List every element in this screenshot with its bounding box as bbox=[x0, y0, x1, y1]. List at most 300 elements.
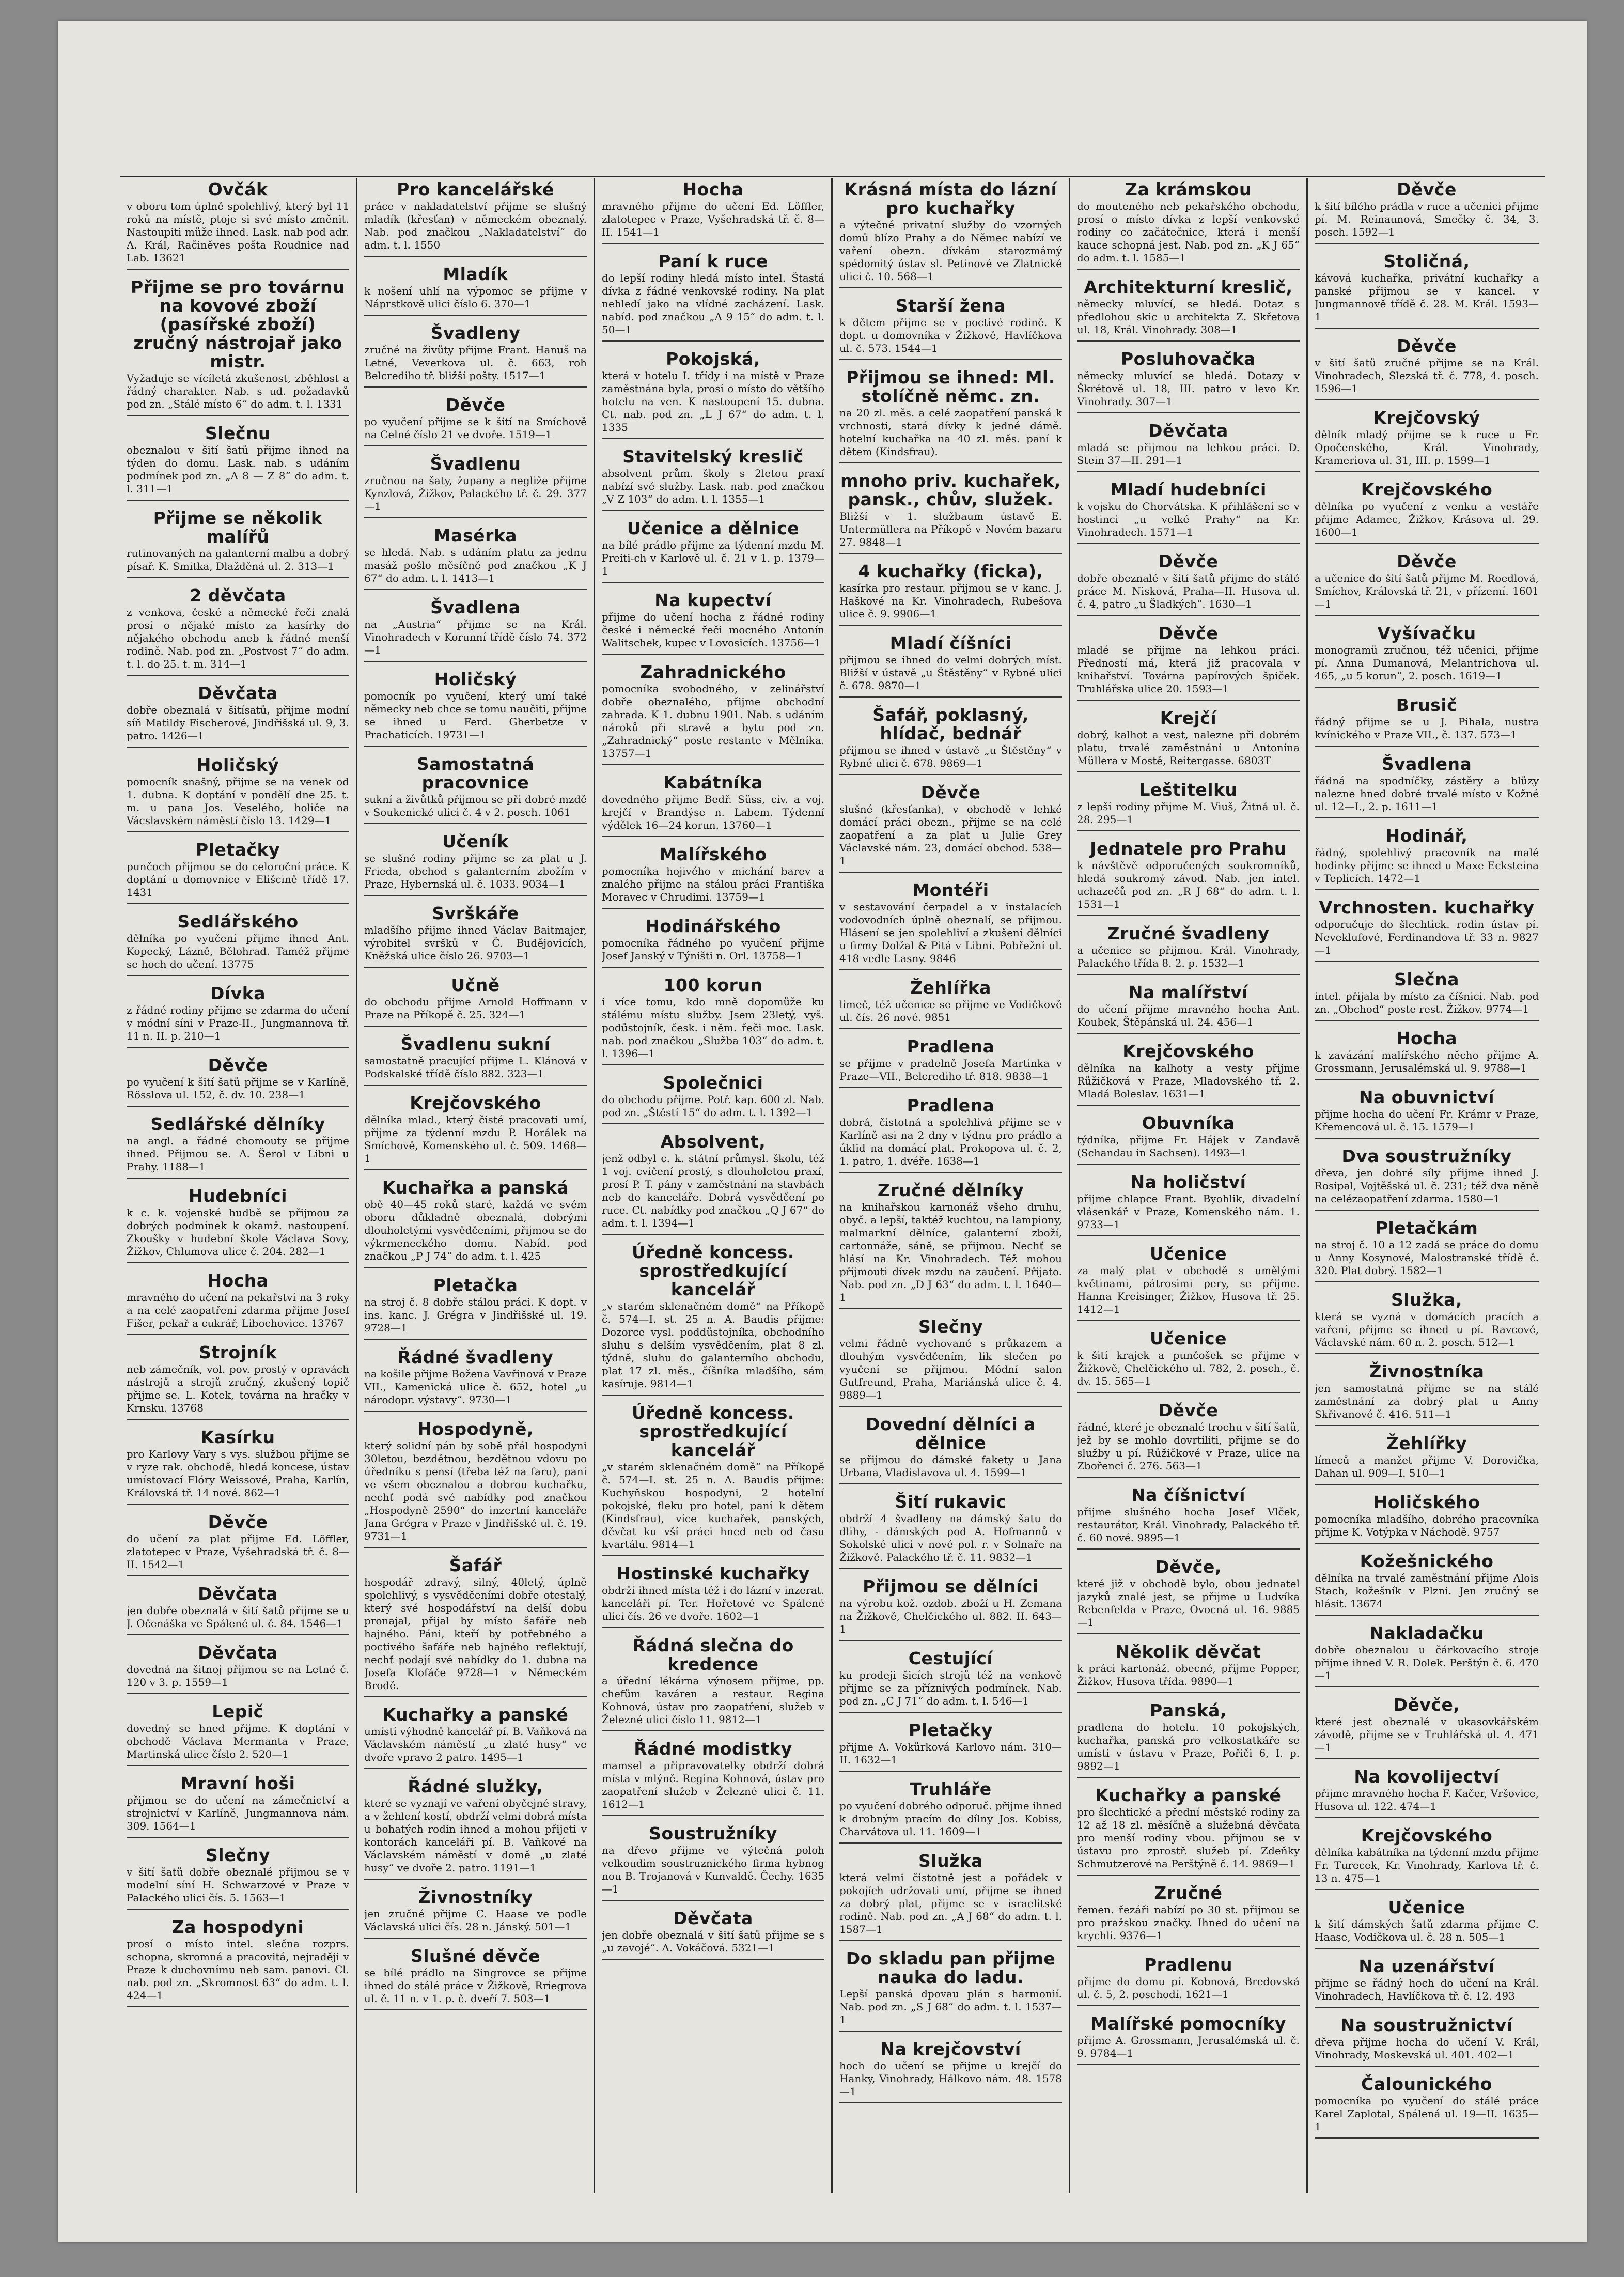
classified-ad bbox=[127, 982, 349, 1048]
ad-text: dovedný se hned přijme. K doptání v obchodě Václava Mermanta v Praze, Martinská ulice číslo 2. 520—1 bbox=[127, 1722, 349, 1760]
classified-ad bbox=[1077, 1954, 1300, 2006]
ad-separator bbox=[364, 661, 587, 662]
ad-separator bbox=[1315, 243, 1539, 244]
classified-ad bbox=[364, 1346, 587, 1412]
classified-ad bbox=[1077, 1112, 1300, 1165]
classified-ad bbox=[1315, 2073, 1539, 2139]
ad-text: po vyučení přijme se k šití na Smíchově na Celné číslo 21 ve dvoře. 1519—1 bbox=[364, 415, 587, 441]
ad-text: a učenice do šití šatů přijme M. Roedlová, Smíchov, Královská tř. 21, v přízemí. 1601—1 bbox=[1315, 572, 1539, 610]
ad-separator bbox=[1315, 889, 1539, 890]
ad-separator bbox=[1315, 2066, 1539, 2067]
ad-headline: Děvče bbox=[920, 782, 981, 802]
classified-ad bbox=[1315, 1491, 1539, 1544]
ad-text: punčoch přijmou se do celoroční práce. K doptání u domovnice v Elišcině třídě 17. 1431 bbox=[127, 860, 349, 899]
ad-headline: Přijme se pro továrnu na kovové zboží (pasířské zboží) zručný nástrojař jako mistr. bbox=[131, 277, 345, 371]
ad-text: samostatně pracující přijme L. Klánová v Podskalské třídě číslo 882. 323—1 bbox=[364, 1055, 587, 1080]
classified-ad bbox=[1077, 1040, 1300, 1106]
classified-ad bbox=[364, 596, 587, 662]
ad-separator bbox=[602, 438, 824, 439]
ad-headline: Děvče bbox=[1158, 551, 1219, 571]
ad-text: na stroj č. 8 dobře stálou práci. K dopt. v ins. kanc. J. Grégra v Jindřišské ul. 19. 9728—1 bbox=[364, 1296, 587, 1334]
classified-ad bbox=[839, 977, 1062, 1029]
newspaper-page bbox=[58, 21, 1587, 2242]
ad-text: k šití dámských šatů zdarma přijme C. Haase, Vodičkova ul. č. 28 n. 505—1 bbox=[1315, 1918, 1539, 1943]
ad-headline: Hudebníci bbox=[189, 1186, 287, 1206]
ad-text: do obchodu přijme. Potř. kap. 600 zl. Nab. pod zn. „Štěstí 15“ do adm. t. l. 1392—1 bbox=[602, 1093, 824, 1119]
classified-ad bbox=[1077, 1699, 1300, 1778]
ad-separator bbox=[839, 1028, 1062, 1029]
ad-separator bbox=[839, 359, 1062, 360]
ad-separator bbox=[127, 415, 349, 416]
classified-ad bbox=[127, 1844, 349, 1910]
classified-ad bbox=[127, 1511, 349, 1576]
ad-headline: Kuchařka a panská bbox=[382, 1178, 569, 1198]
ad-headline: Slušné děvče bbox=[410, 1946, 541, 1966]
ad-text: na bílé prádlo přijme za týdenní mzdu M. Preiti-ch v Karlově ul. č. 21 v 1. p. 1379—1 bbox=[602, 539, 824, 577]
ad-text: límeců a manžet přijme V. Dorovička, Dahan ul. 909—I. 510—1 bbox=[1315, 1454, 1539, 1479]
ad-text: dovedného přijme Bedř. Süss, civ. a voj. krejčí v Brandýse n. Labem. Týdenní výdělek 16—24 korun. 13760—1 bbox=[602, 793, 824, 831]
classified-ad bbox=[364, 1176, 587, 1268]
classified-ad bbox=[127, 507, 349, 578]
ad-separator bbox=[839, 1712, 1062, 1713]
ad-separator bbox=[839, 1483, 1062, 1484]
ad-separator bbox=[1077, 1875, 1300, 1876]
ad-text: obě 40—45 roků staré, každá ve svém oboru důkladně obeznalá, dobrými dlouholetými vysvědčeními, přijmou se do výkrmeneckého domu. Nabíd. pod značkou „P J 74“ do adm. t. l. 425 bbox=[364, 1198, 587, 1262]
classified-ad bbox=[1077, 1640, 1300, 1693]
ad-separator bbox=[1315, 1543, 1539, 1544]
classified-ad bbox=[1315, 1432, 1539, 1485]
ad-text: pomocník po vyučení, který umí také německy neb chce se tomu naučiti, přijme se ihned u Ferd. Gherbetze v Prachaticích. 19731—1 bbox=[364, 690, 587, 741]
ad-headline: Starší žena bbox=[895, 296, 1006, 316]
classified-ad bbox=[839, 1413, 1062, 1484]
ad-separator bbox=[1077, 2064, 1300, 2065]
ad-headline: Krejčí bbox=[1160, 708, 1217, 728]
classified-ad bbox=[1077, 1171, 1300, 1236]
ad-text: přijme chlapce Frant. Byohlik, divadelní vlásenkář v Praze, Komenského nám. 1. 9733—1 bbox=[1077, 1192, 1300, 1231]
ad-separator bbox=[364, 1879, 587, 1880]
ad-separator bbox=[364, 1696, 587, 1697]
classified-ad bbox=[1077, 922, 1300, 975]
classified-ad bbox=[127, 1269, 349, 1335]
classified-ad bbox=[1077, 1484, 1300, 1550]
ad-text: mladšího přijme ihned Václav Baitmajer, výrobitel svršků v Č. Budějovicích, Kněžská ulice číslo 26. 9703—1 bbox=[364, 924, 587, 962]
ad-separator bbox=[1077, 1548, 1300, 1550]
ad-separator bbox=[127, 1419, 349, 1420]
ad-separator bbox=[1315, 817, 1539, 818]
ad-separator bbox=[839, 1842, 1062, 1844]
classified-ad bbox=[1315, 1360, 1539, 1426]
ad-text: dovedná na šitnoj přijmou se na Letné č. 120 v 3. p. 1559—1 bbox=[127, 1663, 349, 1689]
classified-column-6 bbox=[1308, 178, 1545, 2193]
ad-headline: Malířské pomocníky bbox=[1090, 2013, 1286, 2034]
classified-ad bbox=[127, 1772, 349, 1838]
ad-text: přijme do domu pí. Kobnová, Bredovská ul. č. 5, 2. poschodí. 1621—1 bbox=[1077, 1975, 1300, 2001]
classified-ad bbox=[364, 1703, 587, 1769]
ad-separator bbox=[1077, 771, 1300, 772]
ad-text: z venkova, české a německé řeči znalá prosí o nějaké místo za kasírky do nějakého obchodu aneb k řádné menší rodině. Nab. pod zn. „Postvost 7“ do adm. t. l. do 25. t. m. 314—1 bbox=[127, 606, 349, 670]
ad-headline: Lepič bbox=[212, 1701, 264, 1722]
ad-headline: Čalounického bbox=[1361, 2074, 1492, 2094]
ad-text: obdrží 4 švadleny na dámský šatu do dlihy, - dámských pod A. Hofmannů v Sokolské ulici v nové pol. r. v Solnaře na Žižkově. Palackého tř. č. 11. 9832—1 bbox=[839, 1512, 1062, 1563]
ad-headline: Děvče, bbox=[1393, 1695, 1460, 1715]
classified-ad bbox=[839, 1179, 1062, 1309]
ad-text: přijme A. Vokůrková Karlovo nám. 310—II. 1632—1 bbox=[839, 1741, 1062, 1766]
classified-ad bbox=[839, 1647, 1062, 1713]
classified-ad bbox=[364, 524, 587, 590]
ad-separator bbox=[364, 823, 587, 824]
classified-ad bbox=[839, 1947, 1062, 2032]
ad-headline: Obuvníka bbox=[1142, 1113, 1235, 1133]
ad-headline: Pletačkám bbox=[1375, 1218, 1478, 1238]
ad-separator bbox=[1077, 1164, 1300, 1165]
ad-text: řádný přijme se u J. Pihala, nustra kvínického v Praze VII., č. 137. 573—1 bbox=[1315, 716, 1539, 741]
ad-headline: Pletačky bbox=[196, 840, 280, 860]
ad-headline: Soustružníky bbox=[649, 1823, 777, 1844]
ad-text: přijme A. Grossmann, Jerusalémská ul. č. 9. 9784—1 bbox=[1077, 2034, 1300, 2059]
ad-text: slušné (křesťanka), v obchodě v lehké domácí práci obezn., přijme se na celé zaopatření a za plat u Julie Grey Václavské nám. 23, domácí obchod. 538—1 bbox=[839, 803, 1062, 867]
ad-separator bbox=[839, 2031, 1062, 2032]
ad-text: jen dobře obeznalá v šití šatů přijme se s „u zavojé“. A. Vokáčová. 5321—1 bbox=[602, 1929, 824, 1954]
classified-ad bbox=[1315, 407, 1539, 472]
classified-ad bbox=[1077, 478, 1300, 544]
ad-headline: Nakladačku bbox=[1369, 1623, 1484, 1643]
ad-text: a úřední lékárna výnosem přijme, pp. chefům kaváren a restaur. Regina Kohnová, ústav pro zaopatření, služeb v Železné ulici číslo 11. 9812—1 bbox=[602, 1675, 824, 1726]
ad-headline: Děvčata bbox=[198, 1643, 278, 1663]
classified-ad bbox=[1077, 981, 1300, 1034]
classified-ad bbox=[364, 322, 587, 388]
ad-text: hospodář zdravý, silný, 40letý, úplně spolehlivý, s vysvědčeními dobře otestalý, který své hospodářství na delší dobu pronajal, přijal by místo šafáře neb hajného. Páni, kteří by potřebného a poctivého šafáře neb hajného reflektují, nechť podají své nabídky do 1. dubna na Josefa Klofáče 9728—1 v Německém Brodě. bbox=[364, 1576, 587, 1692]
ad-text: přijme hocha do učení Fr. Krámr v Praze, Křemencová ul. č. 15. 1579—1 bbox=[1315, 1108, 1539, 1133]
ad-headline: Řádná slečna do kredence bbox=[632, 1635, 794, 1674]
ad-headline: 2 děvčata bbox=[190, 585, 286, 606]
ad-separator bbox=[1315, 1484, 1539, 1485]
ad-text: z lepší rodiny přijme M. Viuš, Žitná ul. č. 28. 295—1 bbox=[1077, 800, 1300, 826]
classified-ad bbox=[602, 445, 824, 511]
classified-ad bbox=[602, 1822, 824, 1901]
ad-separator bbox=[839, 462, 1062, 463]
ad-headline: Zručné dělníky bbox=[877, 1180, 1024, 1200]
classified-ad bbox=[1315, 968, 1539, 1021]
ad-separator bbox=[1077, 700, 1300, 701]
ad-headline: Malířského bbox=[659, 844, 767, 864]
ad-headline: Krásná místa do lázní pro kuchařky bbox=[844, 179, 1057, 218]
classified-ad bbox=[1315, 335, 1539, 400]
ad-separator bbox=[1077, 471, 1300, 472]
ad-separator bbox=[602, 1555, 824, 1556]
ad-headline: Architekturní kreslič, bbox=[1084, 277, 1293, 297]
ad-text: na angl. a řádné chomouty se přijme ihned. Přijmou se. A. Šerol v Libni u Prahy. 1188—1 bbox=[127, 1135, 349, 1173]
ad-headline: Slečny bbox=[918, 1316, 983, 1337]
ad-separator bbox=[364, 445, 587, 446]
ad-text: který solidní pán by sobě přál hospodyni 30letou, bezdětnou, bezdětnou vdovu po úředníku s pensí (třeba též na faru), paní ve všem obeznalou a dobrou kuchařku, nechť podá své nabídky pod značkou „Hospodyně 2590“ do inzertní kanceláře Jana Grégra v Praze v Jindřišské ul. č. 19. 9731—1 bbox=[364, 1439, 587, 1542]
ad-separator bbox=[1077, 1477, 1300, 1478]
classified-ad bbox=[1315, 1289, 1539, 1354]
ad-headline: Na obuvnictví bbox=[1358, 1087, 1495, 1107]
ad-text: pomocník snašný, přijme se na venek od 1. dubna. K doptání v pondělí dne 25. t. m. u pana Jos. Veselého, holiče na Vácslavském náměstí číslo 13. 1429—1 bbox=[127, 776, 349, 827]
top-rule bbox=[120, 176, 1545, 177]
ad-text: Lepší panská dpovau plán s harmonií. Nab. pod zn. „S J 68“ do adm. t. l. 1537—1 bbox=[839, 1988, 1062, 2026]
ad-separator bbox=[1315, 2007, 1539, 2008]
ad-headline: Hocha bbox=[1396, 1028, 1458, 1048]
ad-text: dobrá, čistotná a spolehlivá přijme se v Karlíně asi na 2 dny v týdnu pro prádlo a úklid na domácí plat. Prokopova ul. č. 2, 1. patro, 1. dvéře. 1638—1 bbox=[839, 1116, 1062, 1167]
ad-headline: Hospodyně, bbox=[417, 1419, 534, 1439]
ad-headline: Úředně koncess. sprostředkující kancelář bbox=[632, 1403, 794, 1460]
ad-headline: Jednatele pro Prahu bbox=[1090, 839, 1287, 859]
ad-text: která se vyzná v domácích pracích a vaření, přijme se ihned u pí. Ravcové, Václavské nám. 60 n. 2. posch. 512—1 bbox=[1315, 1310, 1539, 1349]
classified-ad bbox=[364, 1945, 587, 2010]
ad-separator bbox=[127, 500, 349, 501]
ad-headline: Mravní hoši bbox=[180, 1773, 295, 1793]
ad-separator bbox=[839, 774, 1062, 775]
ad-headline: Přijme se několik malířů bbox=[153, 508, 323, 547]
ad-separator bbox=[127, 1575, 349, 1576]
ad-separator bbox=[127, 577, 349, 578]
ad-separator bbox=[602, 1900, 824, 1901]
ad-headline: Děvče bbox=[1158, 1400, 1219, 1420]
ad-text: „v starém sklenačném domě“ na Příkopě č. 574—I. st. 25 n. A. Baudis přijme: Dozorce vysl. poddůstojníka, obchodního sluhu s delším vysvědčením, plat 8 zl. týdně, sluhu do galanterního obchodu, plat 17 zl. měs., číšníka mladšího, sám kasíruje. 9814—1 bbox=[602, 1300, 824, 1390]
ad-text: pro šlechtické a přední městské rodiny za 12 až 18 zl. měsíčně a služebná děvčata pro menší rodiny vbou. přijmou se v ústavu pro zprostř. služeb pí. Zdeňky Schmutzerové na Perštýně č. 14. 9869—1 bbox=[1077, 1806, 1300, 1870]
ad-headline: Šití rukavic bbox=[895, 1492, 1007, 1512]
classified-ad bbox=[1315, 1896, 1539, 1949]
ad-separator bbox=[364, 1768, 587, 1769]
ad-headline: Kuchařky a panské bbox=[1095, 1785, 1282, 1805]
ad-text: mravného přijme do učení Ed. Löffler, zlatotepec v Praze, Vyšehradská tř. č. 8—II. 1541—1 bbox=[602, 200, 824, 238]
classified-ad bbox=[839, 781, 1062, 873]
ad-text: Bližší v 1. službaum ústavě E. Untermüllera na Příkopě v Novém bazaru 27. 9848—1 bbox=[839, 510, 1062, 548]
classified-ad bbox=[602, 974, 824, 1065]
classified-ad bbox=[1077, 276, 1300, 342]
ad-separator bbox=[127, 1909, 349, 1910]
ad-separator bbox=[1315, 328, 1539, 329]
ad-headline: Šafář, poklasný, hlídač, bednář bbox=[872, 705, 1029, 743]
ad-separator bbox=[602, 1815, 824, 1816]
classified-ad bbox=[127, 276, 349, 416]
ad-separator bbox=[839, 1406, 1062, 1407]
ad-text: přijme slušného hocha Josef Vlček, restaurátor, Král. Vinohrady, Palackého tř. č. 60 nové. 9895—1 bbox=[1077, 1506, 1300, 1544]
ad-separator bbox=[127, 831, 349, 832]
ad-headline: Stavitelský kreslič bbox=[622, 446, 804, 467]
ad-headline: Paní k ruce bbox=[658, 251, 768, 271]
ad-separator bbox=[364, 1938, 587, 1939]
ad-separator bbox=[1315, 746, 1539, 747]
ad-text: jen dobře obeznalá v šití šatů přijme se u J. Očenáška ve Spálené ul. č. 84. 1546—1 bbox=[127, 1604, 349, 1630]
ad-separator bbox=[1077, 269, 1300, 270]
ad-text: práce v nakladatelství přijme se slušný mladík (křesťan) v německém obeznalý. Nab. pod značkou „Nakladatelství“ do adm. t. l. 1550 bbox=[364, 200, 587, 251]
classified-ad bbox=[1315, 1955, 1539, 2008]
ad-separator bbox=[364, 746, 587, 747]
ad-separator bbox=[364, 1547, 587, 1548]
ad-headline: Na uzenářství bbox=[1358, 1956, 1495, 1976]
classified-column-2 bbox=[357, 178, 595, 2193]
ad-text: které jest obeznalé v ukasovkářském závodě, přijme se v Truhlářská ul. 4. 471—1 bbox=[1315, 1715, 1539, 1754]
ad-text: která velmi čistotně jest a pořádek v pokojích udržovati umí, přijme se ihned za dobrý plat, přijme se v israelitské rodině. Nab. pod zn. „A J 68“ do adm. t. l. 1587—1 bbox=[839, 1871, 1062, 1935]
ad-text: do mouteného neb pekařského obchodu, prosí o místo dívka z lepší venkovské rodiny co začátečnice, která i menší kauce schopná jest. Nab. pod zn. „K J 65“ do adm. t. l. 1585—1 bbox=[1077, 200, 1300, 264]
ad-separator bbox=[1315, 1353, 1539, 1354]
ad-text: k zavázání malířského něcho přijme A. Grossmann, Jerusalémská ul. 9. 9788—1 bbox=[1315, 1049, 1539, 1074]
ad-headline: Holičský bbox=[434, 669, 517, 689]
classified-ad bbox=[839, 1035, 1062, 1088]
ad-text: k práci kartonáž. obecné, přijme Popper, Žižkov, Husova třída. 9890—1 bbox=[1077, 1662, 1300, 1687]
ad-headline: Šafář bbox=[449, 1555, 502, 1575]
ad-headline: Mladík bbox=[443, 264, 508, 284]
classified-ad bbox=[602, 1738, 824, 1816]
classified-ad bbox=[602, 348, 824, 439]
classified-ad bbox=[839, 632, 1062, 698]
ad-headline: Švadlena bbox=[430, 597, 521, 617]
ad-text: na dřevo přijme ve výtečná poloh velkoudim soustruznického firma hybnog nou B. Trojanová v Kunvaldě. Čechy. 1635—1 bbox=[602, 1844, 824, 1895]
ad-headline: Strojník bbox=[199, 1342, 277, 1362]
classified-ad bbox=[1077, 1556, 1300, 1634]
ad-headline: Několik děvčat bbox=[1115, 1641, 1261, 1662]
ad-text: do učení za plat přijme Ed. Löffler, zlatotepec v Praze, Vyšehradská tř. č. 8—II. 1542—1 bbox=[127, 1532, 349, 1571]
ad-text: která v hotelu I. třídy i na místě v Praze zaměstnána byla, prosí o místo do většího hotelu na ven. K nastoupení 15. dubna. Ct. nab. pod zn. „L J 67“ do adm. t. l. 1335 bbox=[602, 369, 824, 433]
ad-separator bbox=[602, 836, 824, 837]
ad-headline: Děvče bbox=[1397, 336, 1457, 356]
ad-headline: Ovčák bbox=[208, 179, 268, 199]
ad-headline: Úředně koncess. sprostředkující kancelář bbox=[632, 1242, 794, 1299]
ad-separator bbox=[839, 969, 1062, 970]
ad-headline: Cestující bbox=[908, 1648, 993, 1668]
ad-headline: Učenice bbox=[1150, 1328, 1227, 1349]
classified-ad bbox=[1077, 2012, 1300, 2065]
ad-headline: Krejčovského bbox=[1361, 1825, 1493, 1846]
ad-headline: Truhláře bbox=[910, 1779, 992, 1799]
classified-ad bbox=[839, 295, 1062, 360]
ad-separator bbox=[127, 1765, 349, 1766]
classified-ad bbox=[602, 517, 824, 583]
ad-text: pro Karlovy Vary s vys. službou přijme se v ryze rak. obchodě, hledá koncese, ústav umístovací Flóry Weissové, Praha, Karlín, Královská tř. 14 nové. 862—1 bbox=[127, 1448, 349, 1499]
ad-separator bbox=[1315, 615, 1539, 616]
ad-separator bbox=[839, 1640, 1062, 1641]
ad-headline: Krejčovský bbox=[1373, 408, 1480, 428]
classified-ad bbox=[127, 1426, 349, 1505]
ad-headline: Děvče, bbox=[1155, 1557, 1222, 1577]
ad-headline: Krejčovského bbox=[410, 1093, 541, 1113]
classified-ad bbox=[1315, 478, 1539, 544]
ad-headline: Učenice bbox=[1150, 1244, 1227, 1264]
ad-separator bbox=[602, 582, 824, 583]
ad-headline: Na malířství bbox=[1128, 982, 1248, 1002]
ad-headline: Na soustružnictví bbox=[1340, 2015, 1513, 2035]
ad-separator bbox=[127, 1504, 349, 1505]
ad-separator bbox=[1315, 1210, 1539, 1211]
ad-headline: Děvčata bbox=[1148, 421, 1228, 441]
ad-separator bbox=[127, 1178, 349, 1179]
ad-headline: Absolvent, bbox=[660, 1132, 766, 1152]
ad-headline: Zručné bbox=[1154, 1883, 1223, 1903]
classified-ad bbox=[1315, 550, 1539, 616]
ad-text: obdrží ihned místa též i do lázní v inzerat. kanceláři pí. Ter. Hořetové ve Spálené ulici čís. 26 ve dvoře. 1602—1 bbox=[602, 1584, 824, 1622]
ad-headline: Dva soustružníky bbox=[1341, 1146, 1512, 1166]
ad-text: po vyučení k šití šatů přijme se v Karlíně, Rösslova ul. 152, č. dv. 10. 238—1 bbox=[127, 1076, 349, 1101]
ad-separator bbox=[602, 967, 824, 968]
ad-headline: Na holičství bbox=[1130, 1172, 1246, 1192]
ad-text: sukní a živůtků přijmou se při dobré mzdě v Soukenické ulici č. 4 v 2. posch. 1061 bbox=[364, 793, 587, 818]
classified-ad bbox=[364, 1274, 587, 1340]
ad-text: „v starém sklenačném domě“ na Příkopě č. 574—I. st. 25 n. A. Baudis přijme: Kuchyňskou hospodyni, 2 hotelní pokojské, fleku pro hotel, paní k dětem (Kindsfrau), více kuchařek, panských, děvčat ku vší práci hned neb od času kvartálu. 9814—1 bbox=[602, 1461, 824, 1551]
classified-ad bbox=[839, 178, 1062, 288]
classified-ad bbox=[602, 589, 824, 655]
classified-columns bbox=[120, 178, 1545, 2193]
ad-headline: Slečny bbox=[205, 1845, 271, 1865]
ad-text: dělníka na trvalé zaměstnání přijme Alois Stach, kožešník v Plzni. Jen zručný se hlásit. 13674 bbox=[1315, 1572, 1539, 1610]
ad-text: absolvent prům. školy s 2letou praxí nabízí své služby. Lask. nab. pod značkou „V Z 103“ do adm. t. l. 1355—1 bbox=[602, 467, 824, 505]
ad-text: a učenice se přijmou. Král. Vinohrady, Palackého třída 8. 2. p. 1532—1 bbox=[1077, 944, 1300, 969]
ad-headline: Děvčata bbox=[673, 1908, 753, 1928]
ad-separator bbox=[127, 1047, 349, 1048]
ad-separator bbox=[1315, 1020, 1539, 1021]
ad-headline: Švadlenu sukní bbox=[400, 1034, 551, 1054]
ad-separator bbox=[602, 1627, 824, 1628]
ad-separator bbox=[127, 1262, 349, 1263]
ad-headline: 100 korun bbox=[663, 975, 763, 995]
ad-separator bbox=[1077, 974, 1300, 975]
ad-separator bbox=[1315, 687, 1539, 688]
classified-ad bbox=[839, 1094, 1062, 1173]
ad-headline: Hodinář, bbox=[1385, 826, 1468, 846]
classified-ad bbox=[1077, 1243, 1300, 1321]
classified-ad bbox=[1315, 694, 1539, 747]
ad-separator bbox=[364, 1267, 587, 1268]
ad-text: se přijmou do dámské fakety u Jana Urbana, Vladislavova ul. 4. 1599—1 bbox=[839, 1453, 1062, 1479]
ad-headline: Na číšnictví bbox=[1131, 1485, 1245, 1505]
ad-headline: Učenice a dělnice bbox=[627, 518, 800, 538]
ad-text: se bílé prádlo na Singrovce se přijme ihned do stálé práce v Žižkově, Rriegrova ul. č. 11 n. v 1. p. č. dveří 7. 503—1 bbox=[364, 1966, 587, 2005]
ad-separator bbox=[364, 1169, 587, 1170]
ad-separator bbox=[127, 903, 349, 904]
classified-ad bbox=[1315, 1824, 1539, 1890]
ad-separator bbox=[1315, 1281, 1539, 1282]
ad-headline: 4 kuchařky (ficka), bbox=[858, 561, 1043, 581]
ad-headline: Služka, bbox=[1391, 1290, 1463, 1310]
classified-ad bbox=[127, 682, 349, 748]
classified-ad bbox=[602, 1072, 824, 1124]
classified-ad bbox=[1077, 838, 1300, 916]
ad-separator bbox=[1077, 615, 1300, 616]
classified-ad bbox=[602, 1130, 824, 1235]
ad-separator bbox=[364, 1339, 587, 1340]
ad-headline: Učně bbox=[451, 975, 500, 995]
classified-ad bbox=[1315, 1027, 1539, 1080]
ad-separator bbox=[364, 895, 587, 896]
classified-ad bbox=[364, 263, 587, 316]
ad-headline: mnoho priv. kuchařek, pansk., chův, služek. bbox=[840, 471, 1061, 509]
ad-separator bbox=[1077, 543, 1300, 544]
classified-ad bbox=[364, 1886, 587, 1939]
ad-separator bbox=[1315, 1889, 1539, 1890]
ad-headline: Děvče bbox=[445, 395, 506, 415]
ad-text: mravného do učení na pekařství na 3 roky a na celé zaopatření zdarma přijme Josef Fišer, pekař a cukrář, Libochovice. 13767 bbox=[127, 1291, 349, 1329]
ad-headline: Děvče bbox=[1397, 179, 1457, 199]
ad-text: k návštěvě odporučených soukromníků, hledá soukromý závod. Nab. jen intel. uchazečů pod zn. „R J 68“ do adm. t. l. 1531—1 bbox=[1077, 859, 1300, 910]
classified-ad bbox=[1077, 779, 1300, 831]
ad-separator bbox=[364, 589, 587, 590]
ad-separator bbox=[1315, 399, 1539, 400]
classified-ad bbox=[1315, 2014, 1539, 2067]
ad-headline: Kožešnického bbox=[1360, 1551, 1494, 1571]
classified-column-3 bbox=[595, 178, 833, 2193]
ad-text: do obchodu přijme Arnold Hoffmann v Praze na Příkopě č. 25. 324—1 bbox=[364, 996, 587, 1021]
classified-ad bbox=[602, 843, 824, 909]
ad-headline: Samostatná pracovnice bbox=[416, 754, 535, 793]
ad-separator bbox=[127, 1837, 349, 1838]
ad-headline: Za krámskou bbox=[1125, 179, 1252, 199]
ad-text: kávová kuchařka, privátní kuchařky a panské přijmou se v kancel. v Jungmannově třídě č. 28. M. Král. 1593—1 bbox=[1315, 272, 1539, 323]
ad-separator bbox=[602, 1730, 824, 1731]
ad-separator bbox=[839, 553, 1062, 554]
classified-ad bbox=[839, 470, 1062, 554]
ad-separator bbox=[127, 1634, 349, 1635]
